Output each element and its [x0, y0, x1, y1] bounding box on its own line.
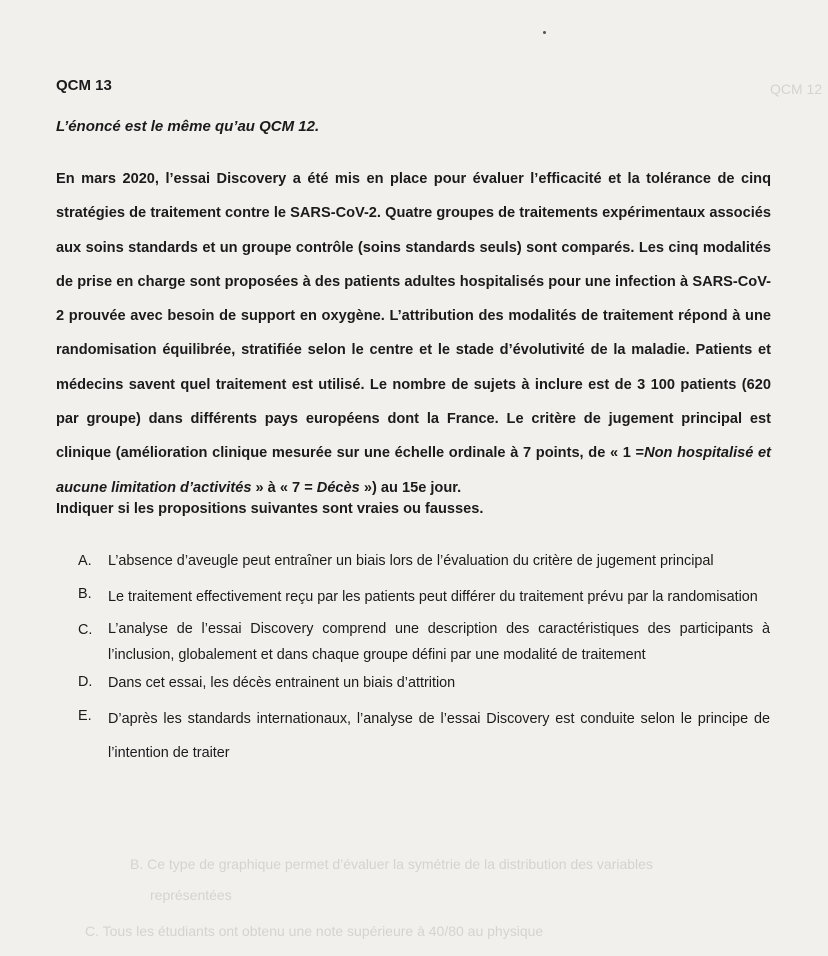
- proposition-text: Le traitement effectivement reçu par les patients peut différer du traitement prévu par la randomisation: [108, 589, 758, 605]
- proposition-text: D’après les standards internationaux, l’analyse de l’essai Discovery est conduite selon le principe de l’intention de traiter: [108, 711, 770, 761]
- statement-paragraph: [56, 162, 771, 505]
- ghost-line-c: C. Tous les étudiants ont obtenu une note supérieure à 40/80 au physique: [85, 923, 544, 939]
- statement-text: En mars 2020, l’essai Discovery a été mis en place pour évaluer l’efficacité et la tolérance de cinq stratégies de traitement contre le SARS-CoV-2. Quatre groupes de traitements expérimentaux associés aux soins standards et un groupe contrôle (soins standards seuls) sont comparés. Les cinq modalités de prise en charge sont proposées à des patients adultes hospitalisés pour une infection à SARS-CoV-2 prouvée avec besoin de support en oxygène. L’attribution des modalités de traitement répond à une randomisation équilibrée, stratifiée selon le centre et le stade d’évolutivité de la maladie. Patients et médecins savent quel traitement est utilisé. Le nombre de sujets à inclure est de 3 100 patients (620 par groupe) dans différents pays européens dont la France. Le critère de jugement principal est clinique (amélioration clinique mesurée sur une échelle ordinale à 7 points, de « 1 =: [56, 171, 771, 462]
- speck: [543, 31, 546, 34]
- statement-italic-1: Non hospitalisé et aucune limitation d’activités: [56, 445, 772, 496]
- proposition-e: [78, 702, 770, 770]
- statement-text-3: ») au 15e jour.: [359, 479, 462, 496]
- proposition-letter: D.: [78, 674, 93, 690]
- ghost-line-b2: représentées: [150, 887, 232, 903]
- question-prompt: Indiquer si les propositions suivantes sont vraies ou fausses.: [56, 501, 484, 517]
- proposition-c: [78, 616, 770, 668]
- ghost-title: QCM 12: [770, 81, 823, 97]
- proposition-b: [78, 580, 770, 614]
- qcm-subtitle: L’énoncé est le même qu’au QCM 12.: [56, 118, 320, 135]
- statement-italic-2: Décès: [316, 479, 360, 496]
- proposition-a: [78, 547, 770, 576]
- proposition-letter: B.: [78, 586, 92, 602]
- propositions-list: [78, 547, 770, 770]
- proposition-letter: A.: [78, 553, 92, 569]
- proposition-text: Dans cet essai, les décès entrainent un biais d’attrition: [108, 675, 456, 691]
- proposition-text: L’absence d’aveugle peut entraîner un biais lors de l’évaluation du critère de jugement principal: [108, 553, 714, 569]
- proposition-d: [78, 668, 770, 698]
- proposition-letter: C.: [78, 622, 93, 638]
- statement-text-2: » à « 7 =: [251, 479, 317, 496]
- proposition-text: L’analyse de l’essai Discovery comprend une description des caractéristiques des participants à l’inclusion, globalement et dans chaque groupe défini par une modalité de traitement: [108, 621, 770, 663]
- ghost-line-b: B. Ce type de graphique permet d’évaluer la symétrie de la distribution des variables: [130, 856, 653, 872]
- qcm-title: QCM 13: [56, 77, 112, 94]
- proposition-letter: E.: [78, 708, 92, 724]
